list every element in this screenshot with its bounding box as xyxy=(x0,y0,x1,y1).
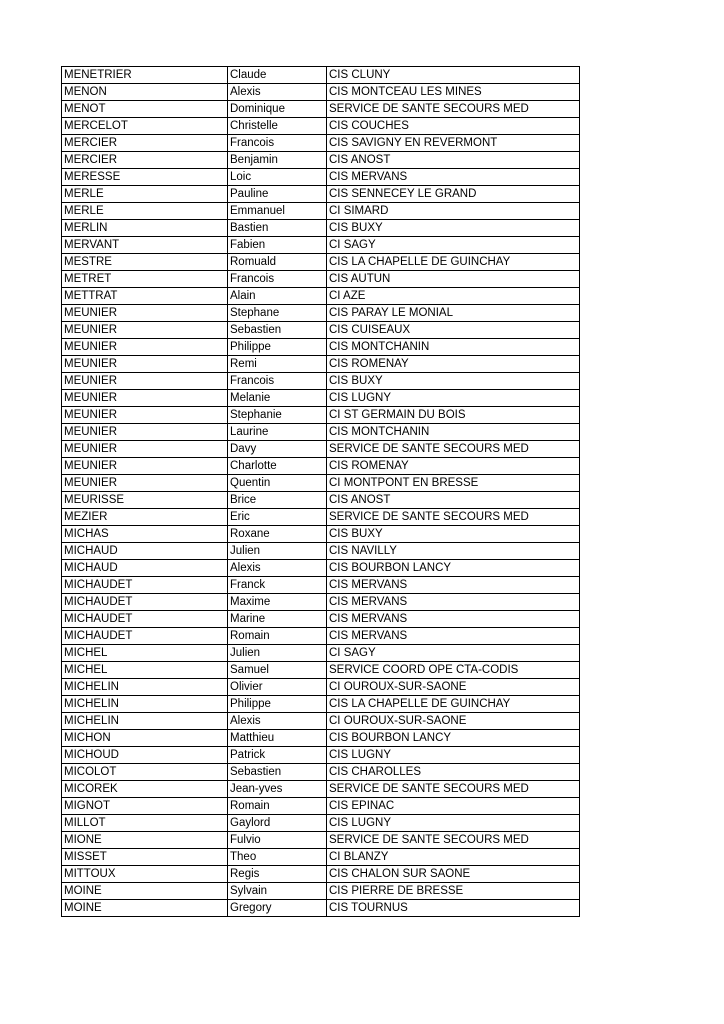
center-cell: CIS AUTUN xyxy=(327,271,580,288)
center-cell: CIS MONTCEAU LES MINES xyxy=(327,84,580,101)
table-row xyxy=(62,203,580,220)
table-row xyxy=(62,135,580,152)
table-row xyxy=(62,118,580,135)
first-name-cell: Alexis xyxy=(228,84,327,101)
table-row xyxy=(62,322,580,339)
last-name-cell: MEUNIER xyxy=(62,424,228,441)
last-name-cell: MEZIER xyxy=(62,509,228,526)
table-row xyxy=(62,441,580,458)
table-row xyxy=(62,713,580,730)
center-cell: CIS BOURBON LANCY xyxy=(327,560,580,577)
first-name-cell: Francois xyxy=(228,271,327,288)
table-row xyxy=(62,832,580,849)
first-name-cell: Theo xyxy=(228,849,327,866)
first-name-cell: Gaylord xyxy=(228,815,327,832)
first-name-cell: Quentin xyxy=(228,475,327,492)
table-row xyxy=(62,101,580,118)
last-name-cell: MENON xyxy=(62,84,228,101)
last-name-cell: MICHAUD xyxy=(62,543,228,560)
first-name-cell: Philippe xyxy=(228,696,327,713)
first-name-cell: Francois xyxy=(228,373,327,390)
first-name-cell: Fulvio xyxy=(228,832,327,849)
table-row xyxy=(62,628,580,645)
first-name-cell: Dominique xyxy=(228,101,327,118)
center-cell: CI ST GERMAIN DU BOIS xyxy=(327,407,580,424)
first-name-cell: Marine xyxy=(228,611,327,628)
table-row xyxy=(62,305,580,322)
first-name-cell: Regis xyxy=(228,866,327,883)
first-name-cell: Bastien xyxy=(228,220,327,237)
table-row xyxy=(62,67,580,84)
center-cell: SERVICE DE SANTE SECOURS MED xyxy=(327,101,580,118)
personnel-table xyxy=(61,66,580,917)
table-row xyxy=(62,169,580,186)
first-name-cell: Jean-yves xyxy=(228,781,327,798)
table-row xyxy=(62,645,580,662)
table-row xyxy=(62,271,580,288)
first-name-cell: Olivier xyxy=(228,679,327,696)
center-cell: CIS LA CHAPELLE DE GUINCHAY xyxy=(327,254,580,271)
last-name-cell: MERLE xyxy=(62,186,228,203)
last-name-cell: MERLE xyxy=(62,203,228,220)
first-name-cell: Sebastien xyxy=(228,764,327,781)
table-row xyxy=(62,543,580,560)
last-name-cell: MOINE xyxy=(62,900,228,917)
first-name-cell: Stephanie xyxy=(228,407,327,424)
last-name-cell: MEUNIER xyxy=(62,407,228,424)
first-name-cell: Roxane xyxy=(228,526,327,543)
table-row xyxy=(62,339,580,356)
last-name-cell: MEUNIER xyxy=(62,458,228,475)
table-row xyxy=(62,764,580,781)
center-cell: CIS CHAROLLES xyxy=(327,764,580,781)
first-name-cell: Gregory xyxy=(228,900,327,917)
center-cell: CIS EPINAC xyxy=(327,798,580,815)
first-name-cell: Remi xyxy=(228,356,327,373)
center-cell: CIS MERVANS xyxy=(327,169,580,186)
table-row xyxy=(62,84,580,101)
center-cell: CIS MERVANS xyxy=(327,577,580,594)
first-name-cell: Melanie xyxy=(228,390,327,407)
last-name-cell: MICHELIN xyxy=(62,713,228,730)
center-cell: CIS TOURNUS xyxy=(327,900,580,917)
last-name-cell: MESTRE xyxy=(62,254,228,271)
last-name-cell: MEUNIER xyxy=(62,339,228,356)
center-cell: CIS BUXY xyxy=(327,373,580,390)
first-name-cell: Davy xyxy=(228,441,327,458)
table-row xyxy=(62,390,580,407)
center-cell: CIS CUISEAUX xyxy=(327,322,580,339)
center-cell: SERVICE COORD OPE CTA-CODIS xyxy=(327,662,580,679)
center-cell: SERVICE DE SANTE SECOURS MED xyxy=(327,509,580,526)
center-cell: CI MONTPONT EN BRESSE xyxy=(327,475,580,492)
center-cell: CIS MERVANS xyxy=(327,628,580,645)
first-name-cell: Loic xyxy=(228,169,327,186)
center-cell: CIS CHALON SUR SAONE xyxy=(327,866,580,883)
table-row xyxy=(62,747,580,764)
table-row xyxy=(62,679,580,696)
last-name-cell: MITTOUX xyxy=(62,866,228,883)
last-name-cell: MICHEL xyxy=(62,662,228,679)
first-name-cell: Sebastien xyxy=(228,322,327,339)
table-row xyxy=(62,594,580,611)
last-name-cell: MEUNIER xyxy=(62,475,228,492)
center-cell: CIS ANOST xyxy=(327,152,580,169)
first-name-cell: Sylvain xyxy=(228,883,327,900)
first-name-cell: Charlotte xyxy=(228,458,327,475)
last-name-cell: MEUNIER xyxy=(62,373,228,390)
last-name-cell: MILLOT xyxy=(62,815,228,832)
first-name-cell: Matthieu xyxy=(228,730,327,747)
last-name-cell: MISSET xyxy=(62,849,228,866)
last-name-cell: MICHAUDET xyxy=(62,611,228,628)
last-name-cell: MICOLOT xyxy=(62,764,228,781)
last-name-cell: MERCIER xyxy=(62,135,228,152)
center-cell: CIS BUXY xyxy=(327,220,580,237)
first-name-cell: Maxime xyxy=(228,594,327,611)
center-cell: CIS MONTCHANIN xyxy=(327,424,580,441)
last-name-cell: MOINE xyxy=(62,883,228,900)
table-row xyxy=(62,526,580,543)
table-row xyxy=(62,798,580,815)
first-name-cell: Emmanuel xyxy=(228,203,327,220)
table-row xyxy=(62,186,580,203)
first-name-cell: Franck xyxy=(228,577,327,594)
center-cell: CIS MERVANS xyxy=(327,611,580,628)
center-cell: CIS COUCHES xyxy=(327,118,580,135)
center-cell: CIS LUGNY xyxy=(327,747,580,764)
last-name-cell: MICHON xyxy=(62,730,228,747)
first-name-cell: Christelle xyxy=(228,118,327,135)
center-cell: CI BLANZY xyxy=(327,849,580,866)
table-row xyxy=(62,254,580,271)
center-cell: CIS ANOST xyxy=(327,492,580,509)
last-name-cell: MICHAUD xyxy=(62,560,228,577)
table-row xyxy=(62,849,580,866)
center-cell: CIS LA CHAPELLE DE GUINCHAY xyxy=(327,696,580,713)
table-row xyxy=(62,611,580,628)
last-name-cell: MERLIN xyxy=(62,220,228,237)
center-cell: CI SAGY xyxy=(327,645,580,662)
last-name-cell: MICHAS xyxy=(62,526,228,543)
center-cell: SERVICE DE SANTE SECOURS MED xyxy=(327,441,580,458)
center-cell: CI AZE xyxy=(327,288,580,305)
last-name-cell: MIONE xyxy=(62,832,228,849)
document-page xyxy=(61,66,579,917)
last-name-cell: METRET xyxy=(62,271,228,288)
first-name-cell: Romain xyxy=(228,628,327,645)
table-row xyxy=(62,424,580,441)
first-name-cell: Francois xyxy=(228,135,327,152)
last-name-cell: METTRAT xyxy=(62,288,228,305)
first-name-cell: Romain xyxy=(228,798,327,815)
first-name-cell: Stephane xyxy=(228,305,327,322)
center-cell: SERVICE DE SANTE SECOURS MED xyxy=(327,781,580,798)
first-name-cell: Laurine xyxy=(228,424,327,441)
table-row xyxy=(62,288,580,305)
first-name-cell: Claude xyxy=(228,67,327,84)
last-name-cell: MICHELIN xyxy=(62,679,228,696)
first-name-cell: Julien xyxy=(228,543,327,560)
last-name-cell: MICHAUDET xyxy=(62,628,228,645)
center-cell: CIS MONTCHANIN xyxy=(327,339,580,356)
table-row xyxy=(62,220,580,237)
center-cell: CIS CLUNY xyxy=(327,67,580,84)
last-name-cell: MICHEL xyxy=(62,645,228,662)
table-row xyxy=(62,373,580,390)
table-row xyxy=(62,696,580,713)
table-row xyxy=(62,458,580,475)
table-row xyxy=(62,509,580,526)
center-cell: CIS LUGNY xyxy=(327,815,580,832)
table-row xyxy=(62,152,580,169)
center-cell: CIS BUXY xyxy=(327,526,580,543)
center-cell: CIS ROMENAY xyxy=(327,356,580,373)
center-cell: SERVICE DE SANTE SECOURS MED xyxy=(327,832,580,849)
first-name-cell: Samuel xyxy=(228,662,327,679)
table-row xyxy=(62,883,580,900)
center-cell: CIS PIERRE DE BRESSE xyxy=(327,883,580,900)
table-row xyxy=(62,492,580,509)
center-cell: CIS NAVILLY xyxy=(327,543,580,560)
last-name-cell: MICHAUDET xyxy=(62,577,228,594)
center-cell: CI OUROUX-SUR-SAONE xyxy=(327,679,580,696)
first-name-cell: Julien xyxy=(228,645,327,662)
table-row xyxy=(62,815,580,832)
last-name-cell: MENETRIER xyxy=(62,67,228,84)
first-name-cell: Pauline xyxy=(228,186,327,203)
table-row xyxy=(62,475,580,492)
center-cell: CIS SENNECEY LE GRAND xyxy=(327,186,580,203)
center-cell: CIS BOURBON LANCY xyxy=(327,730,580,747)
first-name-cell: Brice xyxy=(228,492,327,509)
last-name-cell: MEUNIER xyxy=(62,390,228,407)
last-name-cell: MENOT xyxy=(62,101,228,118)
first-name-cell: Eric xyxy=(228,509,327,526)
last-name-cell: MICHOUD xyxy=(62,747,228,764)
center-cell: CIS LUGNY xyxy=(327,390,580,407)
last-name-cell: MICHELIN xyxy=(62,696,228,713)
table-row xyxy=(62,866,580,883)
last-name-cell: MEUNIER xyxy=(62,441,228,458)
table-row xyxy=(62,407,580,424)
table-row xyxy=(62,900,580,917)
table-row xyxy=(62,781,580,798)
last-name-cell: MIGNOT xyxy=(62,798,228,815)
first-name-cell: Romuald xyxy=(228,254,327,271)
first-name-cell: Patrick xyxy=(228,747,327,764)
table-row xyxy=(62,356,580,373)
table-row xyxy=(62,577,580,594)
last-name-cell: MEUNIER xyxy=(62,356,228,373)
last-name-cell: MICOREK xyxy=(62,781,228,798)
last-name-cell: MERCELOT xyxy=(62,118,228,135)
first-name-cell: Alexis xyxy=(228,560,327,577)
last-name-cell: MERESSE xyxy=(62,169,228,186)
table-row xyxy=(62,237,580,254)
last-name-cell: MERVANT xyxy=(62,237,228,254)
table-row xyxy=(62,662,580,679)
first-name-cell: Philippe xyxy=(228,339,327,356)
last-name-cell: MEURISSE xyxy=(62,492,228,509)
first-name-cell: Benjamin xyxy=(228,152,327,169)
center-cell: CIS ROMENAY xyxy=(327,458,580,475)
last-name-cell: MICHAUDET xyxy=(62,594,228,611)
personnel-table-body xyxy=(62,67,580,917)
first-name-cell: Alexis xyxy=(228,713,327,730)
center-cell: CIS MERVANS xyxy=(327,594,580,611)
first-name-cell: Alain xyxy=(228,288,327,305)
center-cell: CIS SAVIGNY EN REVERMONT xyxy=(327,135,580,152)
last-name-cell: MEUNIER xyxy=(62,322,228,339)
last-name-cell: MERCIER xyxy=(62,152,228,169)
table-row xyxy=(62,560,580,577)
first-name-cell: Fabien xyxy=(228,237,327,254)
center-cell: CI SAGY xyxy=(327,237,580,254)
center-cell: CIS PARAY LE MONIAL xyxy=(327,305,580,322)
last-name-cell: MEUNIER xyxy=(62,305,228,322)
center-cell: CI OUROUX-SUR-SAONE xyxy=(327,713,580,730)
center-cell: CI SIMARD xyxy=(327,203,580,220)
table-row xyxy=(62,730,580,747)
